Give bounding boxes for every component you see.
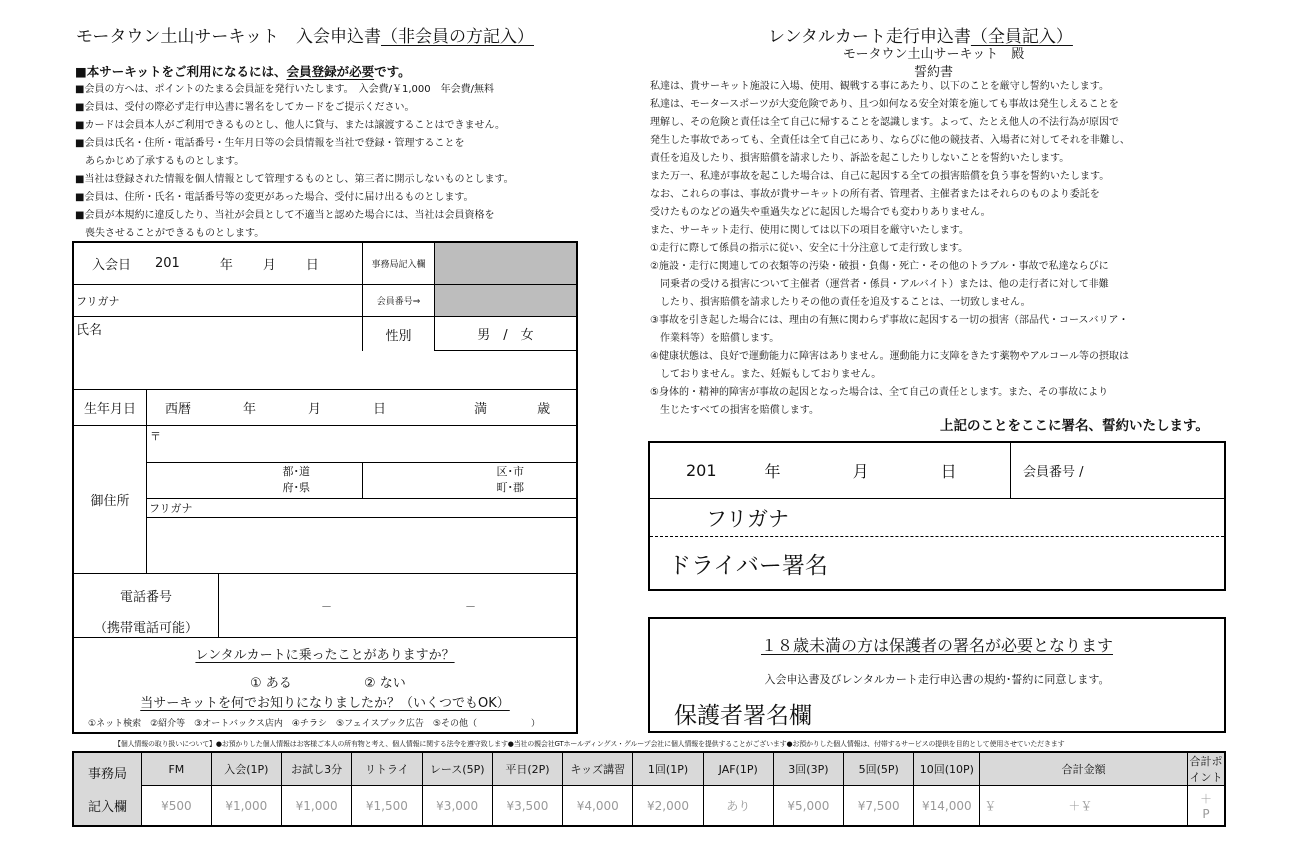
rule-line: ■本サーキットをご利用になるには、会員登録が必要です。 [75, 64, 411, 79]
pledge-line: また、サーキット走行、使用に関しては以下の項目を厳守いたします。 [650, 225, 969, 236]
join-year-prefix: 201 [155, 256, 180, 271]
birth-year-label: 年 [243, 402, 257, 417]
addressee: モータウン土山サーキット 殿 [843, 47, 1025, 62]
fee-value: ¥3,500 [492, 786, 562, 827]
office-label-1: 事務局 [88, 767, 128, 782]
rental-title-note: （全員記入） [970, 27, 1073, 47]
guardian-signature-field[interactable]: 保護者署名欄 [674, 703, 812, 729]
prefecture-field[interactable] [146, 462, 362, 498]
membership-rules [75, 63, 514, 243]
fee-header: お試し3分 [281, 752, 351, 786]
fee-header: 3回(3P) [773, 752, 843, 786]
sign-month-label: 月 [852, 462, 869, 481]
birthday-field[interactable] [146, 389, 576, 425]
pledge-line: 作業料等）を賠償します。 [650, 333, 780, 344]
sign-statement: 上記のことをここに署名、誓約いたします。 [940, 418, 1209, 434]
prefecture-suffix: 都･道 府･県 [282, 465, 310, 494]
birth-month-label: 月 [308, 402, 322, 417]
rule-line: ■当社は登録された情報を個人情報として管理するものとし、第三者に開示しないものとします。 [75, 174, 514, 185]
fee-value: あり [703, 786, 773, 827]
pledge-line: 理解し、その危険と責任は全て自己に帰することを認識します。よって、たとえ他人の不法行為が原因で [650, 117, 1119, 128]
fee-header-total: 合計金額 [980, 752, 1188, 786]
rule-line: ■会員の方へは、ポイントのたまる会員証を発行いたします。 入会費/￥1,000 年会費/無料 [75, 84, 495, 95]
rental-title-text: レンタルカート走行申込書 [768, 27, 971, 47]
address-label: 御住所 [74, 425, 146, 573]
gender-options[interactable]: 男 / 女 [434, 316, 576, 351]
membership-title-text: モータウン土山サーキット 入会申込書 [76, 27, 381, 47]
pledge-line: しておりません。また、妊娠もしておりません。 [650, 369, 882, 380]
office-label-2: 記入欄 [88, 800, 128, 815]
pledge-line: 私達は、貴サーキット施設に入場、使用、観戦する事にあたり、以下のことを厳守し誓約いたします。 [650, 81, 1109, 92]
gender-label: 性別 [362, 316, 434, 351]
phone-label: 電話番号 [119, 590, 172, 605]
pledge-line: 発生した事故であっても、全責任は全て自己にあり、ならびに他の競技者、入場者に対してそれを非難し、 [650, 135, 1130, 146]
rule-line: ■会員は、住所・氏名・電話番号等の変更があった場合、受付に届け出るものとします。 [75, 192, 474, 203]
fee-value: ¥1,000 [211, 786, 281, 827]
age-label: 歳 [537, 402, 551, 417]
pledge-title: 誓約書 [914, 65, 954, 80]
birthday-label: 生年月日 [74, 389, 146, 425]
join-year-label: 年 [219, 258, 233, 273]
driver-signature-field[interactable]: ドライバー署名 [668, 552, 828, 579]
rule-line: ■カードは会員本人がご利用できるものとし、他人に貸与、または譲渡することはできません。 [75, 120, 506, 131]
guardian-notice: １８歳未満の方は保護者の署名が必要となります [760, 636, 1113, 655]
driver-furigana-field[interactable]: フリガナ [650, 498, 1224, 537]
survey-section [74, 637, 576, 732]
membership-required-emphasis: 会員登録が必要 [286, 64, 375, 79]
pledge-text [650, 78, 1130, 420]
rule-line: ■会員は氏名・住所・電話番号・生年月日等の会員情報を当社で登録・管理することを [75, 138, 465, 149]
option-no[interactable]: ② ない [364, 676, 406, 691]
privacy-notice: 【個人情報の取り扱いについて】●お預かりした個人情報はお客様ご本人の所有物と考え、個人情報に関する法令を遵守致します●当社の親会社GTホールディングス・グループ会社に個人情報を提供することがございます●お預かりした個人情報は、付帯するサービスの提供を目的として使用させていただきます [114, 740, 1065, 748]
pledge-line: なお、これらの事は、事故が貴サーキットの所有者、管理者、主催者またはそれらのものより委託を [650, 189, 1100, 200]
pledge-line: また万一、私達が事故を起こした場合は、自己に起因する全ての損害賠償を負う事を誓約いたします。 [650, 171, 1110, 182]
seireki-label: 西暦 [165, 402, 192, 417]
option-yes[interactable]: ① ある [250, 676, 292, 691]
postal-code-field[interactable]: 〒 [146, 425, 576, 462]
pledge-line: ③事故を引き起した場合には、理由の有無に関わらず事故に起因する一切の損害（部品代・コースバリア・ [650, 315, 1129, 326]
fee-value: ¥1,000 [281, 786, 351, 827]
rule-line: ■会員は、受付の際必ず走行申込書に署名をしてカードをご提示ください。 [75, 102, 415, 113]
fee-header-points: 合計ポイント [1187, 752, 1225, 786]
office-use-field [434, 243, 576, 284]
membership-form-box [72, 241, 578, 734]
rule-line: ■会員が本規約に違反したり、当社が会員として不適当と認めた場合には、当社は会員資格を [75, 210, 495, 221]
furigana-field[interactable]: フリガナ [74, 284, 362, 316]
phone-field[interactable] [218, 573, 576, 637]
source-question: 当サーキットを何でお知りになりましたか？（いくつでもOK） [140, 696, 510, 711]
fee-total-field[interactable]: ￥ ＋￥ [980, 786, 1188, 827]
rule-line: 喪失させることができるものとします。 [75, 228, 265, 239]
sign-date-field[interactable] [650, 443, 1010, 498]
fee-value: ¥7,500 [844, 786, 914, 827]
city-suffix: 区･市 町･郡 [496, 465, 524, 494]
fee-header: JAF(1P) [703, 752, 773, 786]
sign-year-label: 年 [764, 462, 781, 481]
pledge-line: したり、損害賠償を請求したりその他の責任を追及することは、一切致しません。 [650, 297, 1031, 308]
pledge-line: 私達は、モータースポーツが大変危険であり、且つ如何なる安全対策を施しても事故は発生しえることを [650, 99, 1119, 110]
fee-value: ¥4,000 [563, 786, 633, 827]
office-use-label: 事務局記入欄 [362, 243, 434, 284]
join-day-label: 日 [305, 258, 319, 273]
fee-value: ¥3,000 [422, 786, 492, 827]
pledge-line: 責任を追及したり、損害賠償を請求したり、訴訟を起こしたりしないことを誓約いたします。 [650, 153, 1070, 164]
pledge-line: ①走行に際して係員の指示に従い、安全に十分注意して走行致します。 [650, 243, 969, 254]
phone-separator: － [321, 600, 332, 613]
age-full-label: 満 [474, 402, 488, 417]
member-number-label: 会員番号⇒ [362, 284, 434, 316]
fee-header: 平日(2P) [492, 752, 562, 786]
rule-line: あらかじめ了承するものとします。 [75, 156, 245, 167]
address-furigana-field[interactable]: フリガナ [146, 498, 576, 517]
fee-header: 10回(10P) [914, 752, 980, 786]
fee-value: ¥5,000 [773, 786, 843, 827]
rental-question: レンタルカートに乗ったことがありますか？ [195, 648, 455, 663]
office-label-cell [73, 752, 142, 826]
address-detail-field[interactable] [146, 517, 576, 573]
fee-header: 1回(1P) [633, 752, 703, 786]
pledge-line: ②施設・走行に関連しての衣類等の汚染・破損・負傷・死亡・その他のトラブル・事故で私達ならびに [650, 261, 1109, 272]
pledge-line: ④健康状態は、良好で運動能力に障害はありません。運動能力に支障をきたす薬物やアルコール等の摂取は [650, 351, 1129, 362]
fee-table [72, 751, 1237, 827]
driver-sign-box [648, 441, 1226, 591]
membership-title-note: （非会員の方記入） [380, 27, 534, 47]
pledge-line: 生じたすべての損害を賠償します。 [650, 405, 819, 416]
fee-header: 入会(1P) [211, 752, 281, 786]
membership-form-title [76, 22, 534, 47]
name-field[interactable]: 氏名 [74, 316, 362, 389]
fee-header: FM [142, 752, 212, 786]
phone-mobile-note: （携帯電話可能） [93, 621, 198, 636]
fee-points-field[interactable]: ＋ P [1187, 786, 1225, 827]
sign-member-number[interactable]: 会員番号 / [1010, 443, 1224, 498]
fee-header: キッズ講習 [563, 752, 633, 786]
pledge-line: ⑤身体的・精神的障害が事故の起因となった場合は、全て自己の責任とします。また、その事故により [650, 387, 1109, 398]
member-number-field [434, 284, 576, 316]
pledge-line: 受けたものなどの過失や重過失などに起因した場合でも変わりありません。 [650, 207, 991, 218]
join-month-label: 月 [262, 258, 276, 273]
guardian-box [648, 617, 1226, 733]
join-date-label: 入会日 [92, 258, 132, 273]
phone-label-cell [74, 573, 218, 637]
fee-header: レース(5P) [422, 752, 492, 786]
sign-year-prefix: 201 [686, 461, 717, 480]
fee-value: ¥500 [142, 786, 212, 827]
sign-day-label: 日 [940, 462, 957, 481]
fee-value: ¥14,000 [914, 786, 980, 827]
source-options[interactable]: ①ネット検索 ②紹介等 ③オートバックス店内 ④チラシ ⑤フェイスブック広告 ⑤その他（ ） [88, 719, 540, 729]
join-date-row[interactable] [74, 243, 362, 284]
birth-day-label: 日 [373, 402, 387, 417]
fee-header: リトライ [352, 752, 422, 786]
fee-header: 5回(5P) [844, 752, 914, 786]
pledge-line: 同乗者の受ける損害について主催者（運営者・係員・アルバイト）または、他の走行者に対して非難 [650, 279, 1109, 290]
fee-value: ¥2,000 [633, 786, 703, 827]
fee-value: ¥1,500 [352, 786, 422, 827]
guardian-consent: 入会申込書及びレンタルカート走行申込書の規約･誓約に同意します。 [764, 673, 1110, 686]
city-field[interactable] [362, 462, 576, 498]
phone-separator: － [465, 600, 476, 613]
